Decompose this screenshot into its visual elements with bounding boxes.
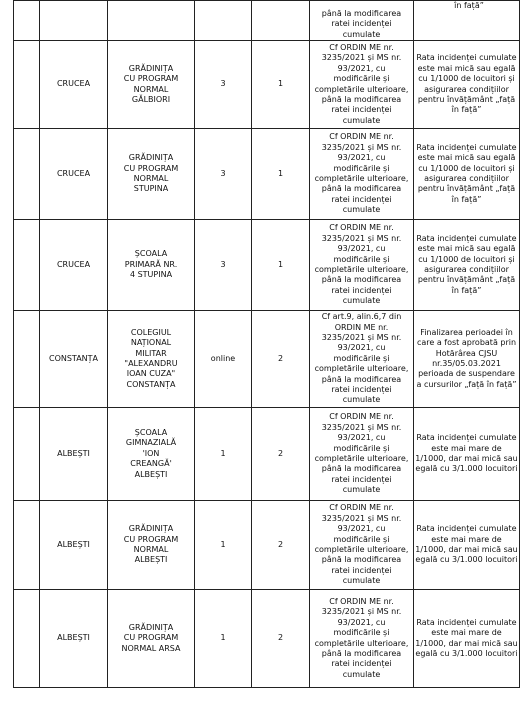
cell-line: până la modificarea: [321, 8, 402, 18]
school-unit-cell: [108, 41, 195, 129]
cell-line: cumulate: [342, 485, 381, 495]
cell-line: CU PROGRAM: [123, 633, 179, 643]
cell-line: PRIMARĂ NR.: [124, 259, 178, 269]
criteria-cell: [310, 220, 414, 311]
cell-line: ratei incidenței: [331, 385, 392, 395]
cell-line: în față”: [454, 1, 484, 10]
cell-line: ALBEȘTI: [134, 555, 168, 565]
row-number-cell: [14, 41, 40, 129]
cell-line: Cf art.9, alin.6,7 din: [321, 312, 402, 322]
note-cell: [414, 501, 520, 590]
cell-line: asigurarea condițiilor: [424, 84, 509, 94]
cell-line: completările ulterioare,: [314, 638, 409, 648]
cell-line: completările ulterioare,: [314, 84, 409, 94]
cell-line: "ALEXANDRU: [124, 359, 178, 368]
cell-line: ORDIN ME nr.: [334, 322, 389, 332]
cell-line: până la modificarea: [321, 555, 402, 565]
locality-cell: ALBEȘTI: [40, 501, 108, 590]
school-unit-cell: [108, 408, 195, 501]
cell-line: până la modificarea: [321, 275, 402, 285]
cell-line: Finalizarea perioadei în: [420, 327, 513, 337]
table-row: [14, 408, 520, 501]
cell-line: modificările și: [333, 534, 390, 544]
cell-line: ratei incidenței: [331, 19, 392, 29]
cell-line: 93/2021, cu: [337, 343, 386, 353]
cell-line: cumulate: [342, 395, 381, 405]
school-unit-cell: [108, 590, 195, 688]
school-unit-cell: [108, 501, 195, 590]
cell-line: modificările și: [333, 74, 390, 84]
incidence-cell: 3: [195, 129, 252, 220]
cell-line: egală cu 3/1.000 locuitori: [415, 464, 518, 474]
cell-line: ratei incidenței: [331, 285, 392, 295]
cell-line: a cursurilor „față în față”: [416, 379, 517, 389]
note-cell: [414, 129, 520, 220]
incidence-cell: online: [195, 311, 252, 408]
cell-line: este mai mică sau egală: [417, 244, 516, 254]
cell-line: GRĂDINIȚA: [128, 63, 174, 73]
criteria-cell: [310, 311, 414, 408]
cell-line: nr.35/05.03.2021: [432, 359, 501, 368]
scenario-cell: [252, 1, 310, 41]
row-number-cell: [14, 220, 40, 311]
cell-line: Cf ORDIN ME nr.: [329, 503, 394, 513]
cell-line: IOAN CUZA": [126, 369, 176, 379]
locality-cell: [40, 1, 108, 41]
cell-line: Rata incidenței cumulate: [416, 524, 517, 534]
cell-line: cu 1/1000 de locuitori și: [418, 254, 515, 264]
criteria-cell: [310, 1, 414, 41]
scenario-cell: 1: [252, 41, 310, 129]
scenario-cell: 1: [252, 220, 310, 311]
note-cell: [414, 408, 520, 501]
cell-line: 3235/2021 și MS nr.: [321, 233, 402, 243]
scenario-cell: 2: [252, 590, 310, 688]
school-unit-cell: [108, 311, 195, 408]
cell-line: GRĂDINIȚA: [128, 622, 174, 632]
cell-line: GRĂDINIȚA: [128, 153, 174, 163]
incidence-cell: [195, 1, 252, 41]
schools-table: [13, 0, 520, 688]
scenario-cell: 2: [252, 408, 310, 501]
cell-line: până la modificarea: [321, 94, 402, 104]
cell-line: 93/2021, cu: [337, 244, 386, 254]
cell-line: perioada de suspendare: [418, 369, 515, 379]
cell-line: Rata incidenței cumulate: [416, 53, 517, 63]
cell-line: până la modificarea: [321, 374, 402, 384]
table-row: [14, 1, 520, 41]
cell-line: până la modificarea: [321, 464, 402, 474]
cell-line: Rata incidenței cumulate: [416, 233, 517, 243]
cell-line: COLEGIUL: [130, 327, 172, 337]
cell-line: este mai mare de: [431, 443, 502, 453]
cell-line: 93/2021, cu: [337, 153, 386, 163]
cell-line: completările ulterioare,: [314, 545, 409, 554]
cell-line: cu 1/1000 de locuitori și: [418, 74, 515, 84]
row-number-cell: [14, 590, 40, 688]
locality-cell: ALBEȘTI: [40, 590, 108, 688]
table-body: [14, 1, 520, 688]
cell-line: completările ulterioare,: [314, 265, 409, 274]
cell-line: 'ION: [142, 448, 160, 458]
cell-line: completările ulterioare,: [314, 454, 409, 463]
cell-line: 3235/2021 și MS nr.: [321, 332, 402, 342]
cell-line: ratei incidenței: [331, 474, 392, 484]
note-cell: [414, 590, 520, 688]
cell-line: în față”: [451, 105, 482, 115]
cell-line: Hotărârea CJSU: [435, 348, 498, 358]
school-unit-cell: [108, 129, 195, 220]
cell-line: completările ulterioare,: [314, 364, 409, 374]
cell-line: 3235/2021 și MS nr.: [321, 422, 402, 432]
cell-line: 3235/2021 și MS nr.: [321, 607, 402, 617]
cell-line: Cf ORDIN ME nr.: [329, 223, 394, 233]
cell-line: GIMNAZIALĂ: [125, 438, 177, 448]
row-number-cell: [14, 311, 40, 408]
criteria-cell: [310, 129, 414, 220]
cell-line: ȘCOALA: [134, 427, 168, 437]
cell-line: cumulate: [342, 115, 381, 125]
cell-line: Cf ORDIN ME nr.: [329, 596, 394, 606]
cell-line: asigurarea condițiilor: [424, 265, 509, 274]
cell-line: modificările și: [333, 254, 390, 264]
locality-cell: ALBEȘTI: [40, 408, 108, 501]
cell-line: CU PROGRAM: [123, 163, 179, 173]
table-row: [14, 41, 520, 129]
cell-line: NORMAL: [133, 174, 169, 183]
cell-line: NAȚIONAL: [130, 338, 172, 348]
table-row: [14, 590, 520, 688]
locality-cell: CONSTANȚA: [40, 311, 108, 408]
cell-line: este mai mică sau egală: [417, 63, 516, 73]
note-cell: [414, 41, 520, 129]
cell-line: NORMAL: [133, 84, 169, 94]
cell-line: ratei incidenței: [331, 565, 392, 575]
table-row: [14, 220, 520, 311]
table-row: [14, 129, 520, 220]
cell-line: ratei incidenței: [331, 105, 392, 115]
cell-line: este mai mare de: [431, 628, 502, 638]
cell-line: până la modificarea: [321, 648, 402, 658]
cell-line: modificările și: [333, 628, 390, 638]
row-number-cell: [14, 408, 40, 501]
note-cell: [414, 311, 520, 408]
cell-line: Cf ORDIN ME nr.: [329, 42, 394, 52]
cell-line: cumulate: [342, 296, 381, 306]
cell-line: 93/2021, cu: [337, 63, 386, 73]
cell-line: Rata incidenței cumulate: [416, 433, 517, 443]
cell-line: modificările și: [333, 163, 390, 173]
cell-line: este mai mică sau egală: [417, 153, 516, 163]
cell-line: pentru învățământ „față: [417, 94, 516, 104]
cell-line: GRĂDINIȚA: [128, 524, 174, 534]
cell-line: 4 STUPINA: [129, 270, 173, 280]
row-number-cell: [14, 129, 40, 220]
row-number-cell: [14, 1, 40, 41]
locality-cell: CRUCEA: [40, 41, 108, 129]
incidence-cell: 3: [195, 220, 252, 311]
row-number-cell: [14, 501, 40, 590]
cell-line: 93/2021, cu: [337, 617, 386, 627]
criteria-cell: [310, 41, 414, 129]
table-row: [14, 311, 520, 408]
cell-line: NORMAL ARSA: [121, 643, 181, 653]
cell-line: Cf ORDIN ME nr.: [329, 132, 394, 142]
cell-line: MILITAR: [135, 348, 167, 358]
locality-cell: CRUCEA: [40, 129, 108, 220]
table-row: [14, 501, 520, 590]
incidence-cell: 1: [195, 501, 252, 590]
cell-line: 3235/2021 și MS nr.: [321, 513, 402, 523]
cell-line: care a fost aprobată prin: [416, 338, 517, 348]
locality-cell: CRUCEA: [40, 220, 108, 311]
cell-line: în față”: [451, 285, 482, 295]
cell-line: 1/1000, dar mai mică sau: [415, 454, 518, 463]
criteria-cell: [310, 590, 414, 688]
cell-line: pentru învățământ „față: [417, 184, 516, 194]
cell-line: CU PROGRAM: [123, 74, 179, 84]
cell-line: NORMAL: [133, 545, 169, 554]
cell-line: 1/1000, dar mai mică sau: [415, 638, 518, 648]
note-cell: [414, 220, 520, 311]
cell-line: ratei incidenței: [331, 194, 392, 204]
school-unit-cell: [108, 220, 195, 311]
incidence-cell: 3: [195, 41, 252, 129]
cell-line: CU PROGRAM: [123, 534, 179, 544]
cell-line: cumulate: [342, 205, 381, 215]
cell-line: 93/2021, cu: [337, 433, 386, 443]
scenario-cell: 2: [252, 311, 310, 408]
note-cell: [414, 1, 520, 41]
cell-line: modificările și: [333, 443, 390, 453]
criteria-cell: [310, 408, 414, 501]
scenario-cell: 2: [252, 501, 310, 590]
cell-line: modificările și: [333, 353, 390, 363]
cell-line: Rata incidenței cumulate: [416, 142, 517, 152]
cell-line: este mai mare de: [431, 534, 502, 544]
cell-line: CONSTANȚA: [126, 379, 176, 389]
cell-line: ALBEȘTI: [134, 469, 168, 479]
cell-line: cumulate: [342, 29, 381, 39]
cell-line: Rata incidenței cumulate: [416, 617, 517, 627]
cell-line: ratei incidenței: [331, 659, 392, 669]
cell-line: cumulate: [342, 576, 381, 586]
cell-line: 1/1000, dar mai mică sau: [415, 545, 518, 554]
cell-line: Cf ORDIN ME nr.: [329, 412, 394, 422]
cell-line: cu 1/1000 de locuitori și: [418, 163, 515, 173]
school-unit-cell: [108, 1, 195, 41]
cell-line: cumulate: [342, 669, 381, 679]
cell-line: completările ulterioare,: [314, 174, 409, 183]
incidence-cell: 1: [195, 590, 252, 688]
incidence-cell: 1: [195, 408, 252, 501]
cell-line: STUPINA: [133, 184, 169, 194]
cell-line: asigurarea condițiilor: [424, 174, 509, 183]
cell-line: egală cu 3/1.000 locuitori: [415, 555, 518, 565]
cell-line: pentru învățământ „față: [417, 275, 516, 285]
cell-line: GĂLBIORI: [131, 94, 171, 104]
cell-line: până la modificarea: [321, 184, 402, 194]
cell-line: 3235/2021 și MS nr.: [321, 142, 402, 152]
scenario-cell: 1: [252, 129, 310, 220]
cell-line: CREANGĂ': [130, 459, 172, 469]
criteria-cell: [310, 501, 414, 590]
cell-line: în față”: [451, 194, 482, 204]
cell-line: 3235/2021 și MS nr.: [321, 53, 402, 63]
cell-line: ȘCOALA: [134, 249, 168, 259]
cell-line: 93/2021, cu: [337, 524, 386, 534]
cell-line: egală cu 3/1.000 locuitori: [415, 648, 518, 658]
